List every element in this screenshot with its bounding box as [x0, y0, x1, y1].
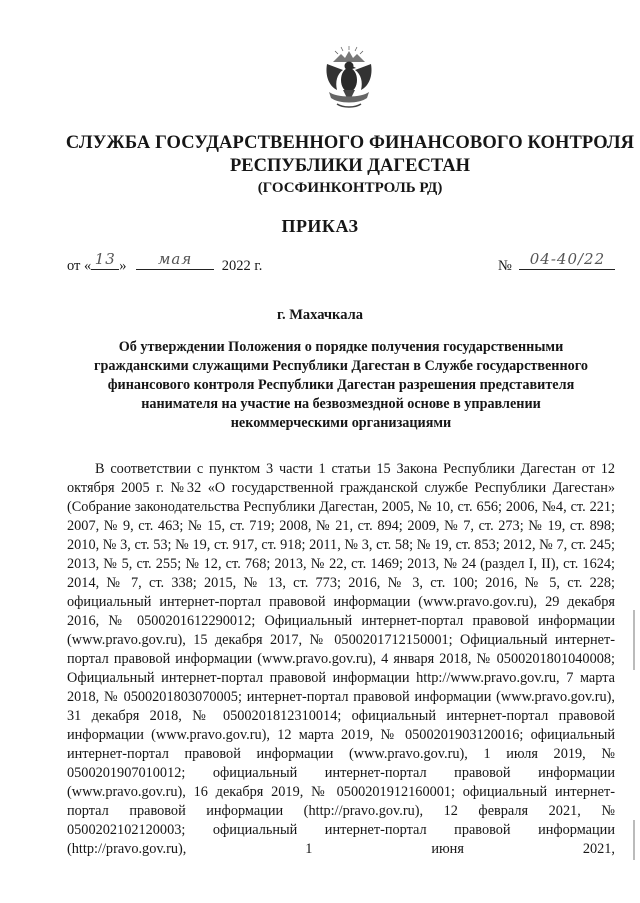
date-line: [67, 250, 263, 275]
document-type: ПРИКАЗ: [281, 216, 359, 236]
date-day-field: [91, 250, 119, 270]
body-paragraph: В соответствии с пунктом 3 части 1 статьи 15 Закона Республики Дагестан от 12 октября 2005 г. №32 «О государственной гражданской службе Республики Дагестан» (Собрание законодательства Республики Дагестан, 2005, № 10, ст. 656; 2006, №4, ст. 221; 2007, № 9, ст. 463; № 15, ст. 719; 2008, № 21, ст. 894; 2009, № 7, ст. 273; № 19, ст. 898; 2010, № 3, ст. 53; № 19, ст. 917, ст. 918; 2011, № 3, ст. 58; № 19, ст. 853; 2012, № 7, ст. 245; 2013, № 5, ст. 255; № 12, ст. 768; 2013, № 22, ст. 1469; 2013, № 24 (раздел I, II), ст. 1624; 2014, № 7, ст. 338; 2015, № 13, ст. 773; 2016, № 3, ст. 100; 2016, № 5, ст. 228; официальный интернет-портал правовой информации (www.pravo.gov.ru), 29 декабря 2016, № 0500201612290012; Официальный интернет-портал правовой информации (www.pravo.gov.ru), 15 декабря 2017, № 0500201712150001; Официальный интернет-портал правовой информации (www.pravo.gov.ru), 4 января 2018, № 0500201801040008; Официальный интернет-портал правовой информации http://www.pravo.gov.ru, 7 марта 2018, № 0500201803070005; интернет-портал правовой информации (www.pravo.gov.ru), 31 декабря 2018, № 0500201812310014; официальный интернет-портал правовой информации (www.pravo.gov.ru), 12 марта 2019, № 0500201903120016; официальный интернет-портал правовой информации (www.pravo.gov.ru), 1 июля 2019, № 0500201907010012; официальный интернет-портал правовой информации (www.pravo.gov.ru), 16 декабря 2019, № 0500201912160001; официальный интернет-портал правовой информации (http://pravo.gov.ru), 12 февраля 2021, № 0500202102120003; официальный интернет-портал правовой информации (http://pravo.gov.ru), 1 июня 2021,: [67, 461, 615, 857]
date-day: 13: [94, 250, 116, 268]
org-name-line1: СЛУЖБА ГОСУДАРСТВЕННОГО ФИНАНСОВОГО КОНТРОЛЯ: [65, 133, 635, 153]
document-body: [67, 460, 615, 859]
number-prefix: №: [498, 258, 512, 274]
date-close-quote: »: [119, 258, 127, 274]
document-number: 04-40/22: [529, 250, 606, 268]
date-month: мая: [158, 250, 193, 268]
number-line: [498, 250, 615, 275]
number-field: [519, 250, 615, 270]
date-year: 2022 г.: [221, 258, 263, 274]
date-month-field: [136, 250, 214, 270]
date-prefix: от «: [67, 258, 92, 274]
coat-of-arms-eagle-icon: [323, 46, 375, 112]
scan-edge-mark: [633, 610, 635, 670]
city: г. Махачкала: [277, 307, 363, 323]
scan-edge-mark: [633, 820, 635, 860]
org-short-name: (ГОСФИНКОНТРОЛЬ РД): [257, 180, 443, 196]
org-name-line2: РЕСПУБЛИКИ ДАГЕСТАН: [229, 156, 471, 176]
document-title: Об утверждении Положения о порядке получения государственными гражданскими служащими Республики Дагестан в Службе государственного финансового контроля Республики Дагестан разрешения представителя нанимателя на участие на безвозмездной основе в управлении некоммерческими организациями: [94, 339, 588, 431]
